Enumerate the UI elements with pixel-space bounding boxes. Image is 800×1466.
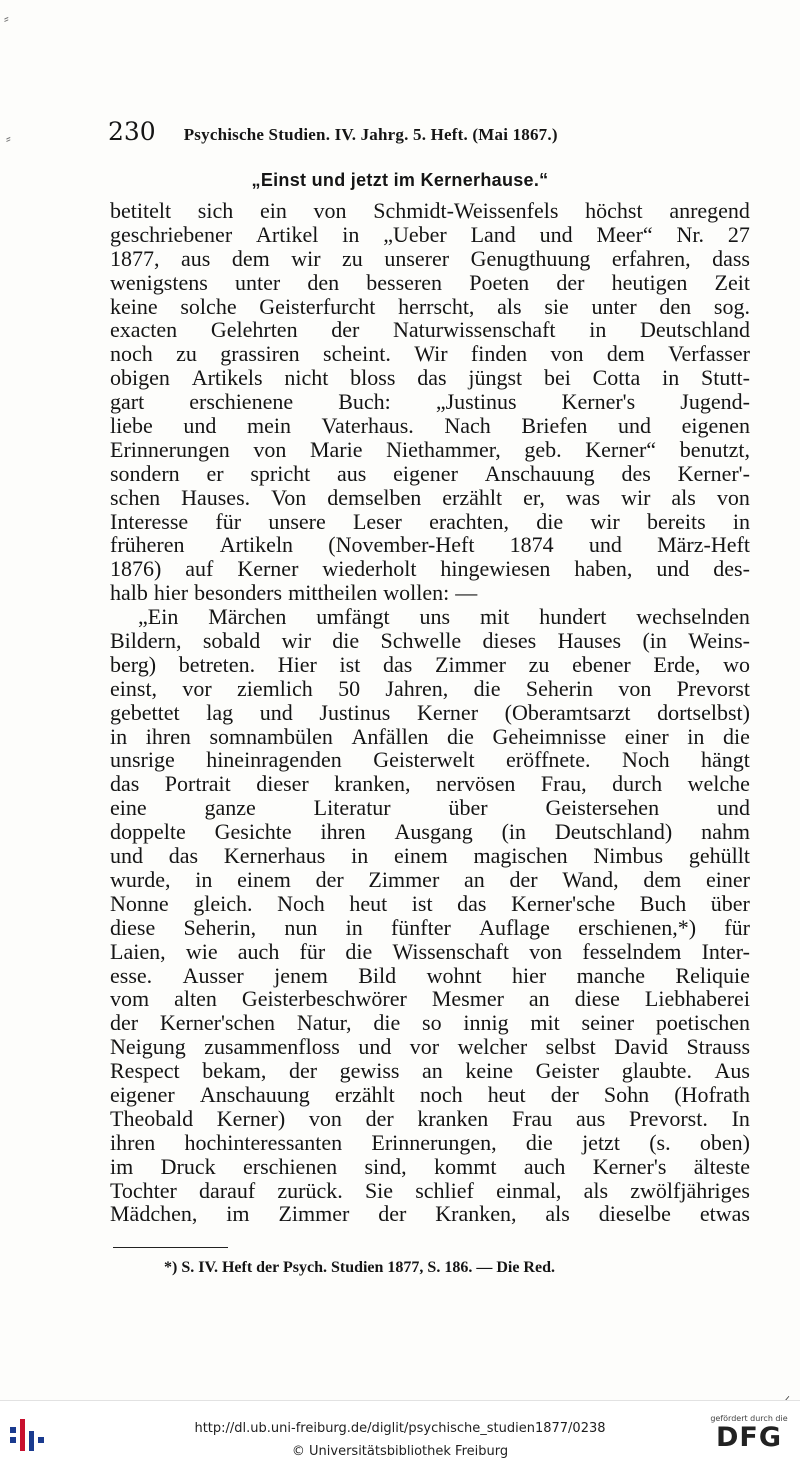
- footnote: *) S. IV. Heft der Psych. Studien 1877, S. 186. — Die Red.: [164, 1259, 555, 1276]
- text-line: esse. Ausser jenem Bild wohnt hier manche Reliquie: [110, 962, 750, 988]
- footnote-divider: [113, 1247, 228, 1248]
- text-line: vom alten Geisterbeschwörer Mesmer an diese Liebhaberei: [110, 986, 750, 1012]
- text-line: keine solche Geisterfurcht herrscht, als sie unter den sog.: [110, 293, 750, 319]
- text-line: berg) betreten. Hier ist das Zimmer zu ebener Erde, wo: [110, 651, 750, 677]
- text-line: einst, vor ziemlich 50 Jahren, die Seherin von Prevorst: [110, 675, 750, 701]
- funded-by-label: gefördert durch die: [710, 1414, 788, 1423]
- dfg-logo: DFG: [715, 1422, 783, 1453]
- viewer-footer: [0, 1400, 800, 1466]
- text-line: 1876) auf Kerner wiederholt hingewiesen haben, und des-: [110, 556, 750, 582]
- text-line: in ihren somnambülen Anfällen die Geheimnisse einer in die: [110, 723, 750, 749]
- text-line: Erinnerungen von Marie Niethammer, geb. Kerner“ benutzt,: [110, 436, 750, 462]
- text-line: und das Kernerhaus in einem magischen Nimbus gehüllt: [110, 843, 750, 869]
- text-line: Mädchen, im Zimmer der Kranken, als dieselbe etwas: [110, 1201, 750, 1227]
- text-line: obigen Artikels nicht bloss das jüngst bei Cotta in Stutt-: [110, 365, 750, 391]
- text-line: geschriebener Artikel in „Ueber Land und Meer“ Nr. 27: [110, 221, 750, 247]
- scan-artifact: ⸗: [6, 131, 11, 147]
- text-line: Bildern, sobald wir die Schwelle dieses Hauses (in Weins-: [110, 628, 750, 654]
- dfg-funding-badge[interactable]: [704, 1414, 794, 1453]
- text-line: liebe und mein Vaterhaus. Nach Briefen und eigenen: [110, 413, 750, 439]
- text-line: doppelte Gesichte ihren Ausgang (in Deutschland) nahm: [110, 819, 750, 845]
- text-line: Theobald Kerner) von der kranken Frau aus Prevorst. In: [110, 1105, 750, 1131]
- text-line: ihren hochinteressanten Erinnerungen, die jetzt (s. oben): [110, 1129, 750, 1155]
- running-head: [108, 117, 668, 146]
- text-line: Laien, wie auch für die Wissenschaft von fesselndem Inter-: [110, 938, 750, 964]
- text-line: wurde, in einem der Zimmer an der Wand, dem einer: [110, 866, 750, 892]
- permalink[interactable]: http://dl.ub.uni-freiburg.de/diglit/psychische_studien1877/0238: [194, 1421, 606, 1436]
- journal-heading: Psychische Studien. IV. Jahrg. 5. Heft. (Mai 1867.): [183, 125, 558, 144]
- text-line: eine ganze Literatur über Geistersehen und: [110, 795, 750, 821]
- text-line: Nonne gleich. Noch heut ist das Kerner'sche Buch über: [110, 890, 750, 916]
- text-line: im Druck erschienen sind, kommt auch Kerner's älteste: [110, 1153, 750, 1179]
- text-line: noch zu grassiren scheint. Wir finden von dem Verfasser: [110, 341, 750, 367]
- article-body: [110, 199, 750, 1226]
- text-line: eigener Anschauung erzählt noch heut der Sohn (Hofrath: [110, 1081, 750, 1107]
- text-line: halb hier besonders mittheilen wollen: —: [110, 580, 478, 606]
- text-line: unsrige hineinragenden Geisterwelt eröffnete. Noch hängt: [110, 747, 750, 773]
- text-line: 1877, aus dem wir zu unserer Genugthuung erfahren, dass: [110, 245, 750, 271]
- page-number: 230: [108, 117, 156, 146]
- text-line: diese Seherin, nun in fünfter Auflage erschienen,*) für: [110, 914, 750, 940]
- text-line: das Portrait dieser kranken, nervösen Frau, durch welche: [110, 771, 750, 797]
- text-line: schen Hauses. Von demselben erzählt er, was wir als von: [110, 484, 750, 510]
- article-title: „Einst und jetzt im Kernerhause.“: [251, 170, 549, 190]
- text-line: sondern er spricht aus eigener Anschauung des Kerner'-: [110, 460, 750, 486]
- text-line: früheren Artikeln (November-Heft 1874 und März-Heft: [110, 532, 750, 558]
- text-line: betitelt sich ein von Schmidt-Weissenfels höchst anregend: [110, 198, 750, 223]
- scan-artifact: ⸗: [4, 11, 9, 27]
- text-line: Respect bekam, der gewiss an keine Geister glaubte. Aus: [110, 1058, 750, 1084]
- text-line: „Ein Märchen umfängt uns mit hundert wechselnden: [138, 604, 750, 630]
- copyright-notice: © Universitätsbibliothek Freiburg: [291, 1444, 509, 1459]
- text-line: der Kerner'schen Natur, die so innig mit seiner poetischen: [110, 1010, 750, 1036]
- text-line: Neigung zusammenfloss und vor welcher selbst David Strauss: [110, 1034, 750, 1060]
- text-line: exacten Gelehrten der Naturwissenschaft in Deutschland: [110, 317, 750, 343]
- text-line: wenigstens unter den besseren Poeten der heutigen Zeit: [110, 269, 750, 295]
- text-line: Tochter darauf zurück. Sie schlief einmal, als zwölfjähriges: [110, 1177, 750, 1203]
- text-line: gebettet lag und Justinus Kerner (Oberamtsarzt dortselbst): [110, 699, 750, 725]
- text-line: Interesse für unsere Leser erachten, die wir bereits in: [110, 508, 750, 534]
- text-line: gart erschienene Buch: „Justinus Kerner's Jugend-: [110, 389, 750, 415]
